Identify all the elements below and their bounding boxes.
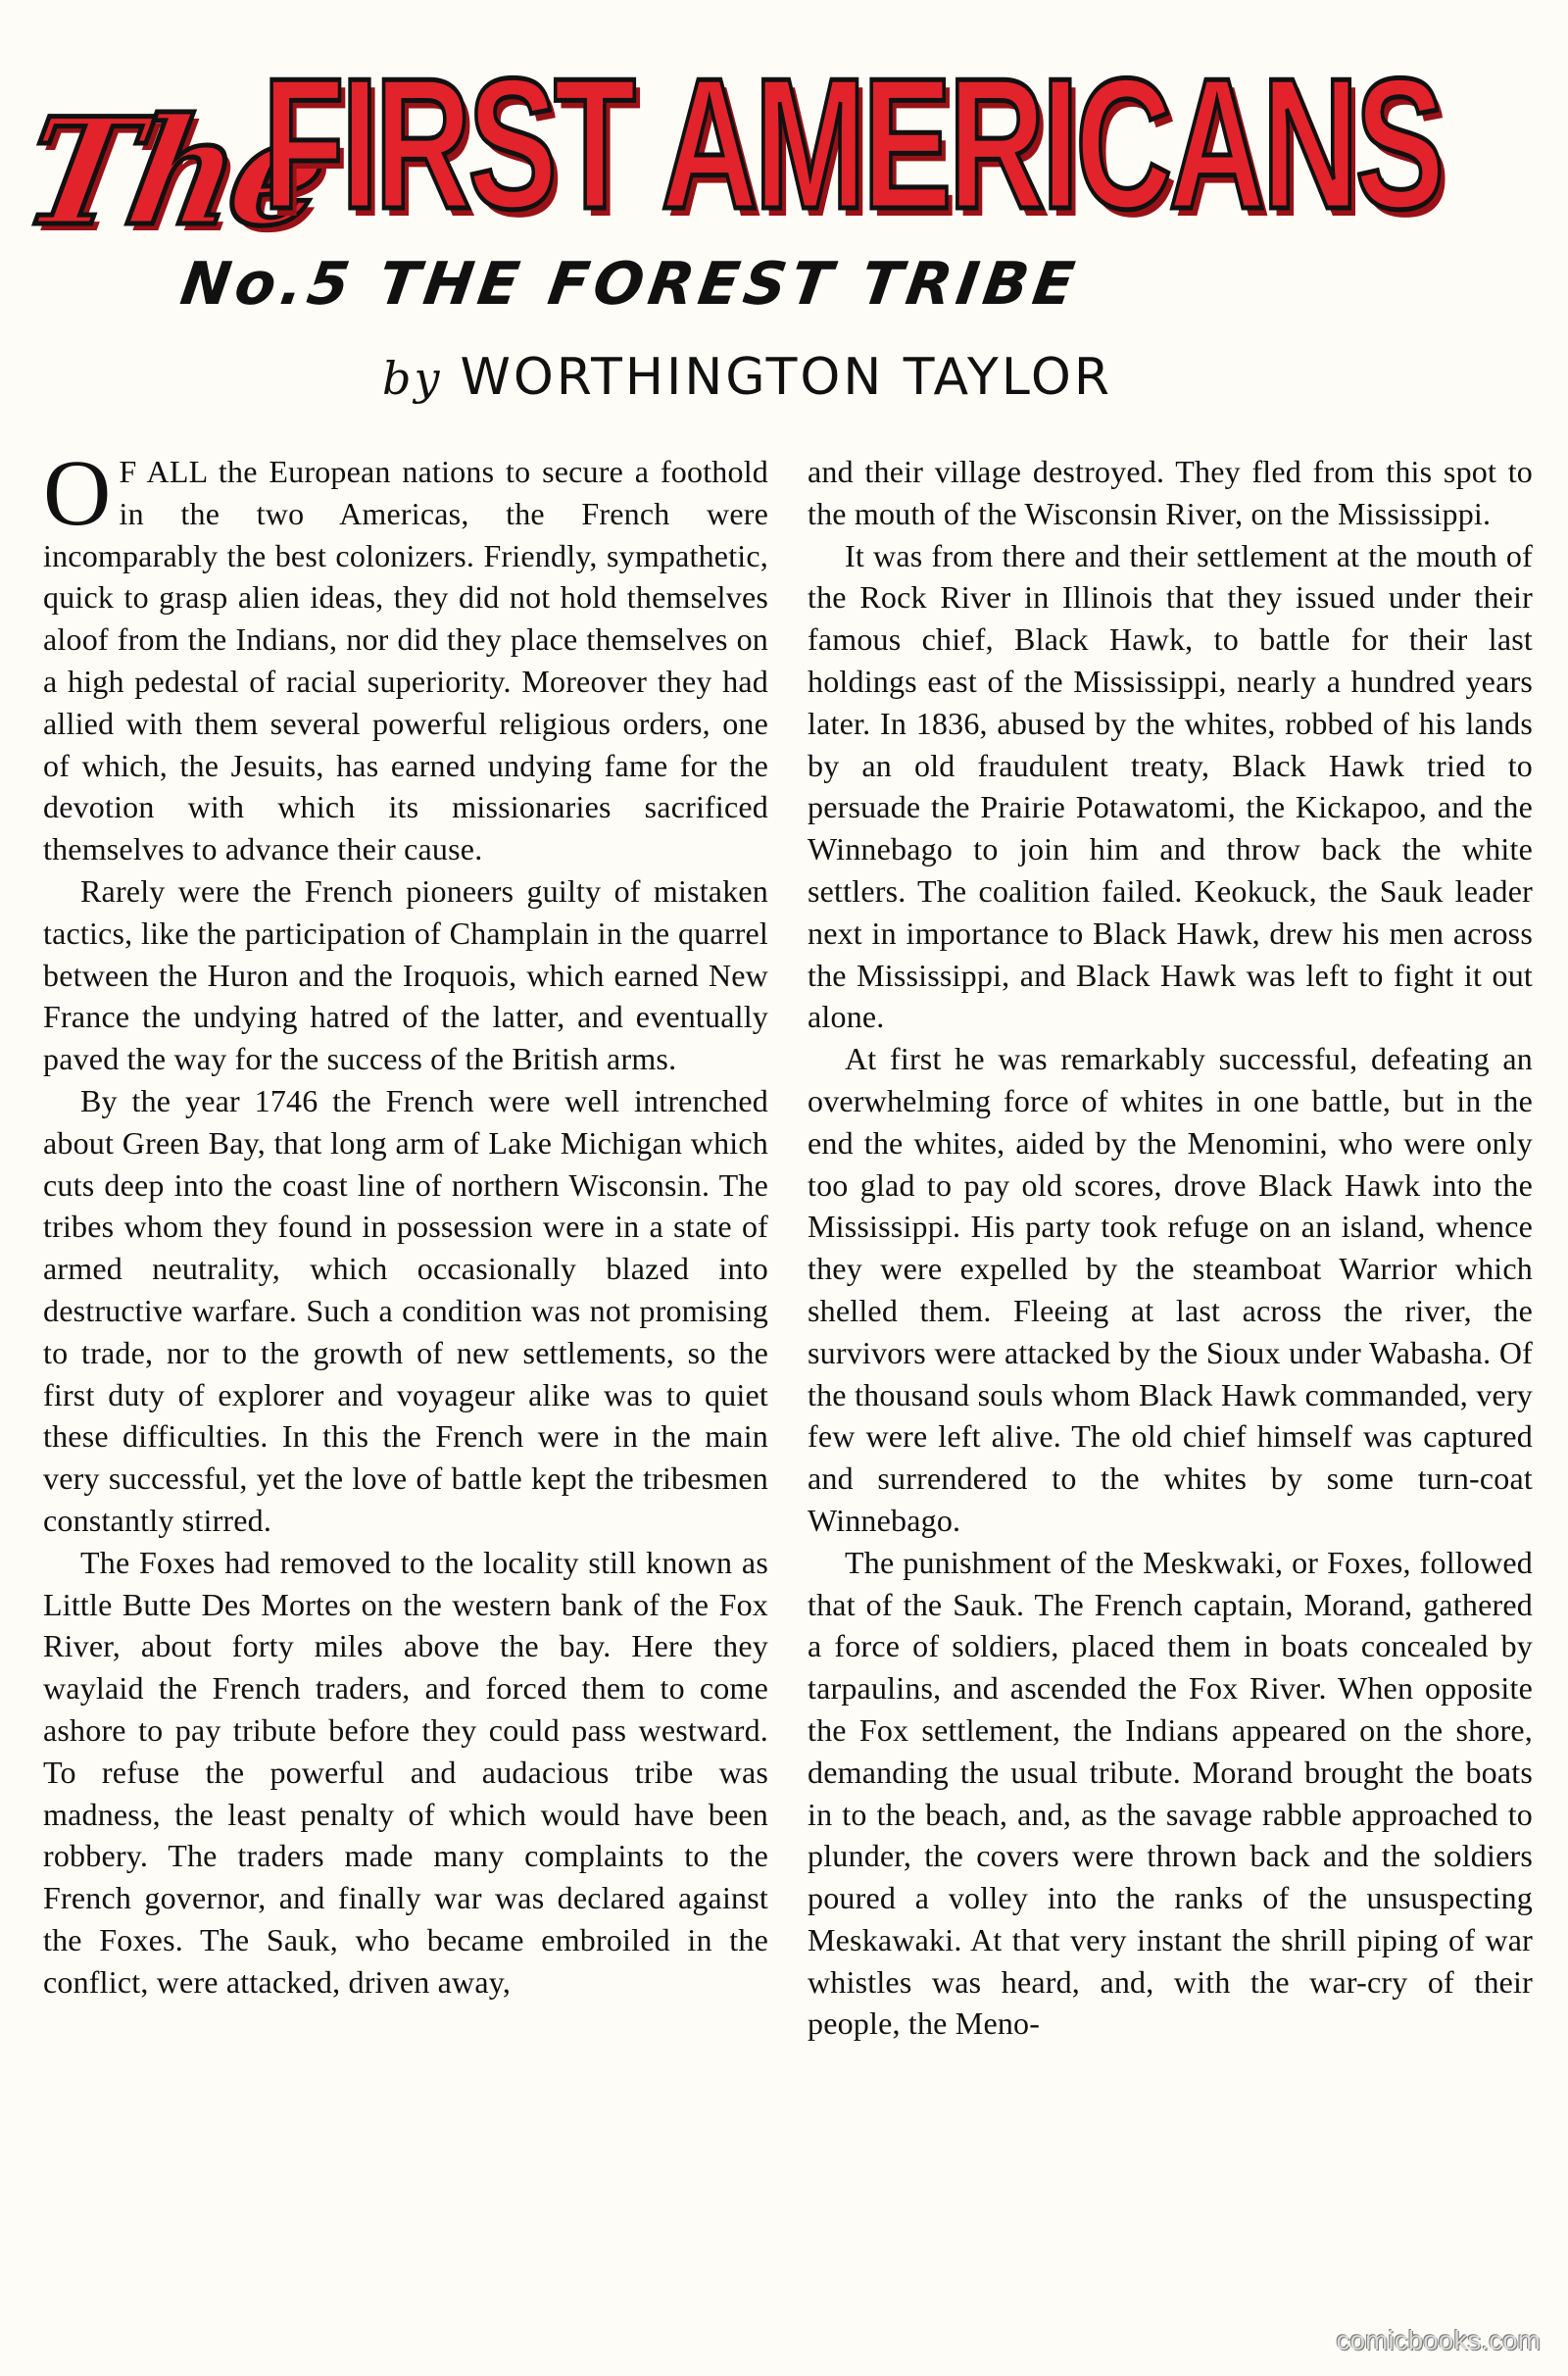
title-the: The xyxy=(12,86,335,259)
paragraph: and their village destroyed. They fled from this spot to the mouth of the Wisconsin River, on the Mississippi. xyxy=(808,454,1533,531)
column-right xyxy=(808,451,1533,2348)
article-body xyxy=(43,440,1533,2348)
paragraph: The Foxes had removed to the locality still known as Little Butte Des Mortes on the western bank of the Fox River, about forty miles above the bay. Here they waylaid the French traders, and forced them to come ashore to pay tribute before they could pass westward. To refuse the powerful and audacious tribe was madness, the least penalty of which would have been robbery. The traders made many complaints to the French governor, and finally war was declared against the Foxes. The Sauk, who became embroiled in the conflict, were attacked, driven away, xyxy=(43,1544,768,2000)
paragraph: At first he was remarkably successful, defeating an overwhelming force of whites in one battle, but in the end the whites, aided by the Menomini, who were only too glad to pay old scores, drove Black Hawk into the Mississippi. His party took refuge on an island, whence they were expelled by the steamboat Warrior which shelled them. Fleeing at last across the river, the survivors were attacked by the Sioux under Wabasha. Of the thousand souls whom Black Hawk commanded, very few were left alive. The old chief himself was captured and surrendered to the whites by some turn-coat Winnebago. xyxy=(808,1041,1533,1538)
paragraph xyxy=(43,440,768,870)
paragraph: The punishment of the Meskwaki, or Foxes, followed that of the Sauk. The French captain, Morand, gathered a force of soldiers, placed them in boats concealed by tarpaulins, and ascended the Fox River. When opposite the Fox settlement, the Indians appeared on the shore, demanding the usual tribute. Morand brought the boats in to the beach, and, as the savage rabble approached to plunder, the covers were thrown back and the soldiers poured a volley into the ranks of the unsuspecting Meskawaki. At that very instant the shrill piping of war whistles was heard, and, with the war-cry of their people, the Meno- xyxy=(808,1544,1533,2042)
paragraph: By the year 1746 the French were well intrenched about Green Bay, that long arm of Lake Michigan which cuts deep into the coast line of northern Wisconsin. The tribes whom they found in possession were in a state of armed neutrality, which occasionally blazed into destructive warfare. Such a condition was not promising to trade, nor to the growth of new settlements, so the first duty of explorer and voyageur alike was to quiet these difficulties. In this the French were in the main very successful, yet the love of battle kept the tribesmen constantly stirred. xyxy=(43,1082,768,1538)
paragraph-text: F ALL the European nations to secure a foothold in the two Americas, the French were incomparably the best colonizers. Friendly, sympathetic, quick to grasp alien ideas, they did not hold themselves aloof from the Indians, nor did they place themselves on a high pedestal of racial superiority. Moreover they had allied with them several powerful religious orders, one of which, the Jesuits, has earned undying fame for the devotion with which its missionaries sacrificed themselves to advance their cause. xyxy=(43,454,768,867)
paragraph: Rarely were the French pioneers guilty of mistaken tactics, like the participation of Champlain in the quarrel between the Huron and the Iroquois, which earned New France the undying hatred of the latter, and eventually paved the way for the success of the British arms. xyxy=(43,872,768,1077)
byline xyxy=(382,348,1112,407)
drop-cap: O xyxy=(43,440,112,545)
watermark: comicbooks.com xyxy=(1336,2325,1541,2355)
paragraph: It was from there and their settlement at the mouth of the Rock River in Illinois that they issued under their famous chief, Black Hawk, to battle for their last holdings east of the Mississippi, nearly a hundred years later. In 1836, abused by the whites, robbed of his lands by an old fraudulent treaty, Black Hawk tried to persuade the Prairie Potawatomi, the Kickapoo, and the Winnebago to join him and throw back the white settlers. The coalition failed. Keokuck, the Sauk leader next in importance to Black Hawk, drew his men across the Mississippi, and Black Hawk was left to fight it out alone. xyxy=(808,537,1533,1035)
byline-by: by xyxy=(382,352,443,405)
title-main: FIRST AMERICANS xyxy=(263,40,1442,248)
column-left xyxy=(43,440,768,2348)
byline-author: WORTHINGTON TAYLOR xyxy=(460,348,1112,407)
subtitle: No.5 THE FOREST TRIBE xyxy=(176,250,1084,319)
masthead xyxy=(0,0,1568,407)
